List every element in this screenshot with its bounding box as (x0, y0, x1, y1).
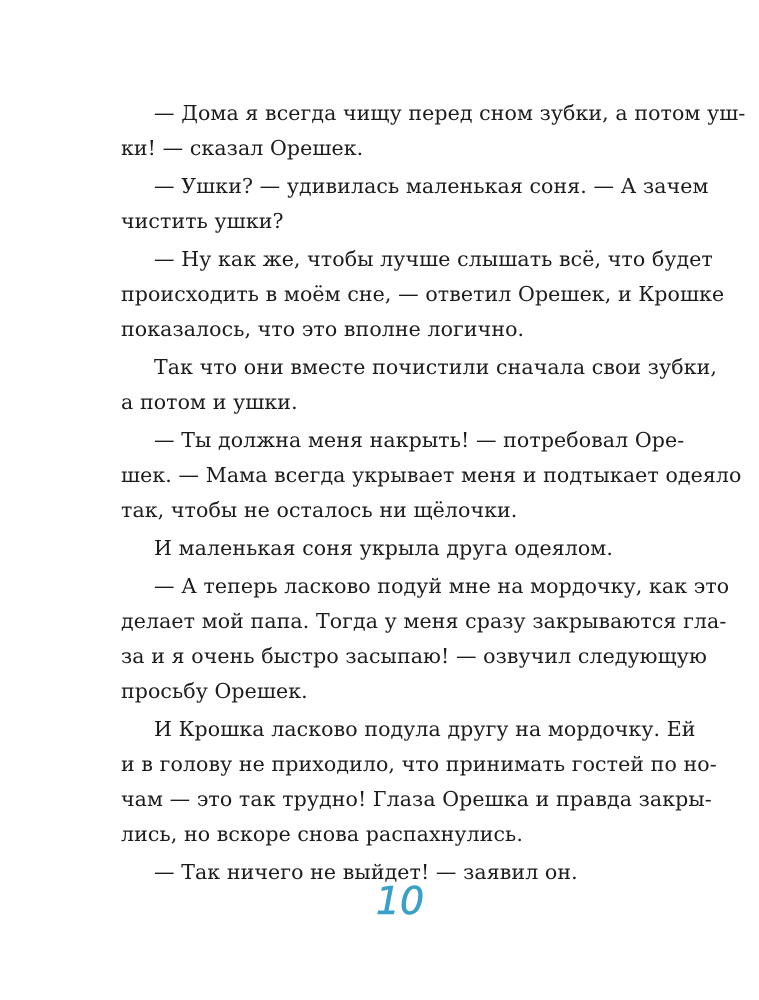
text-line: — Ну как же, чтобы лучше слышать всё, что будет (154, 247, 713, 271)
paragraph (121, 423, 742, 528)
paragraph (121, 350, 717, 420)
text-line: — А теперь ласково подуй мне на мордочку, как это (154, 574, 730, 598)
text-line: — Дома я всегда чищу перед сном зубки, а потом уш- (154, 101, 746, 125)
paragraph (121, 169, 709, 239)
text-line: показалось, что это вполне логично. (121, 317, 525, 341)
text-line: делает мой папа. Тогда у меня сразу закрываются гла- (121, 609, 727, 633)
text-line: И Крошка ласково подула другу на мордочку. Ей (154, 717, 696, 741)
page-number-text: 10 (375, 881, 425, 921)
text-line: И маленькая соня укрыла друга одеялом. (154, 536, 613, 560)
text-line: — Так ничего не выйдет! — заявил он. (154, 860, 578, 884)
text-line: ки! — сказал Орешек. (121, 136, 364, 160)
text-line: происходить в моём сне, — ответил Орешек, и Крошке (121, 282, 725, 306)
paragraph (121, 569, 730, 709)
text-line: так, чтобы не осталось ни щёлочки. (121, 498, 518, 522)
paragraph (121, 531, 673, 566)
page-number (370, 881, 430, 921)
text-line: и в голову не приходило, что принимать гостей по но- (121, 752, 717, 776)
paragraph (121, 242, 725, 347)
text-line: а потом и ушки. (121, 390, 298, 414)
paragraph (121, 712, 717, 852)
text-line: просьбу Орешек. (121, 679, 308, 703)
text-line: за и я очень быстро засыпаю! — озвучил следующую (121, 644, 707, 668)
text-line: лись, но вскоре снова распахнулись. (121, 822, 523, 846)
text-line: — Ты должна меня накрыть! — потребовал Оре- (154, 428, 685, 452)
text-line: — Ушки? — удивилась маленькая соня. — А зачем (154, 174, 709, 198)
page-body-text (121, 96, 746, 890)
text-line: шек. — Мама всегда укрывает меня и подтыкает одеяло (121, 463, 742, 487)
paragraph (121, 96, 746, 166)
text-line: чам — это так трудно! Глаза Орешка и правда закры- (121, 787, 712, 811)
text-line: чистить ушки? (121, 209, 284, 233)
text-line: Так что они вместе почистили сначала свои зубки, (154, 355, 717, 379)
